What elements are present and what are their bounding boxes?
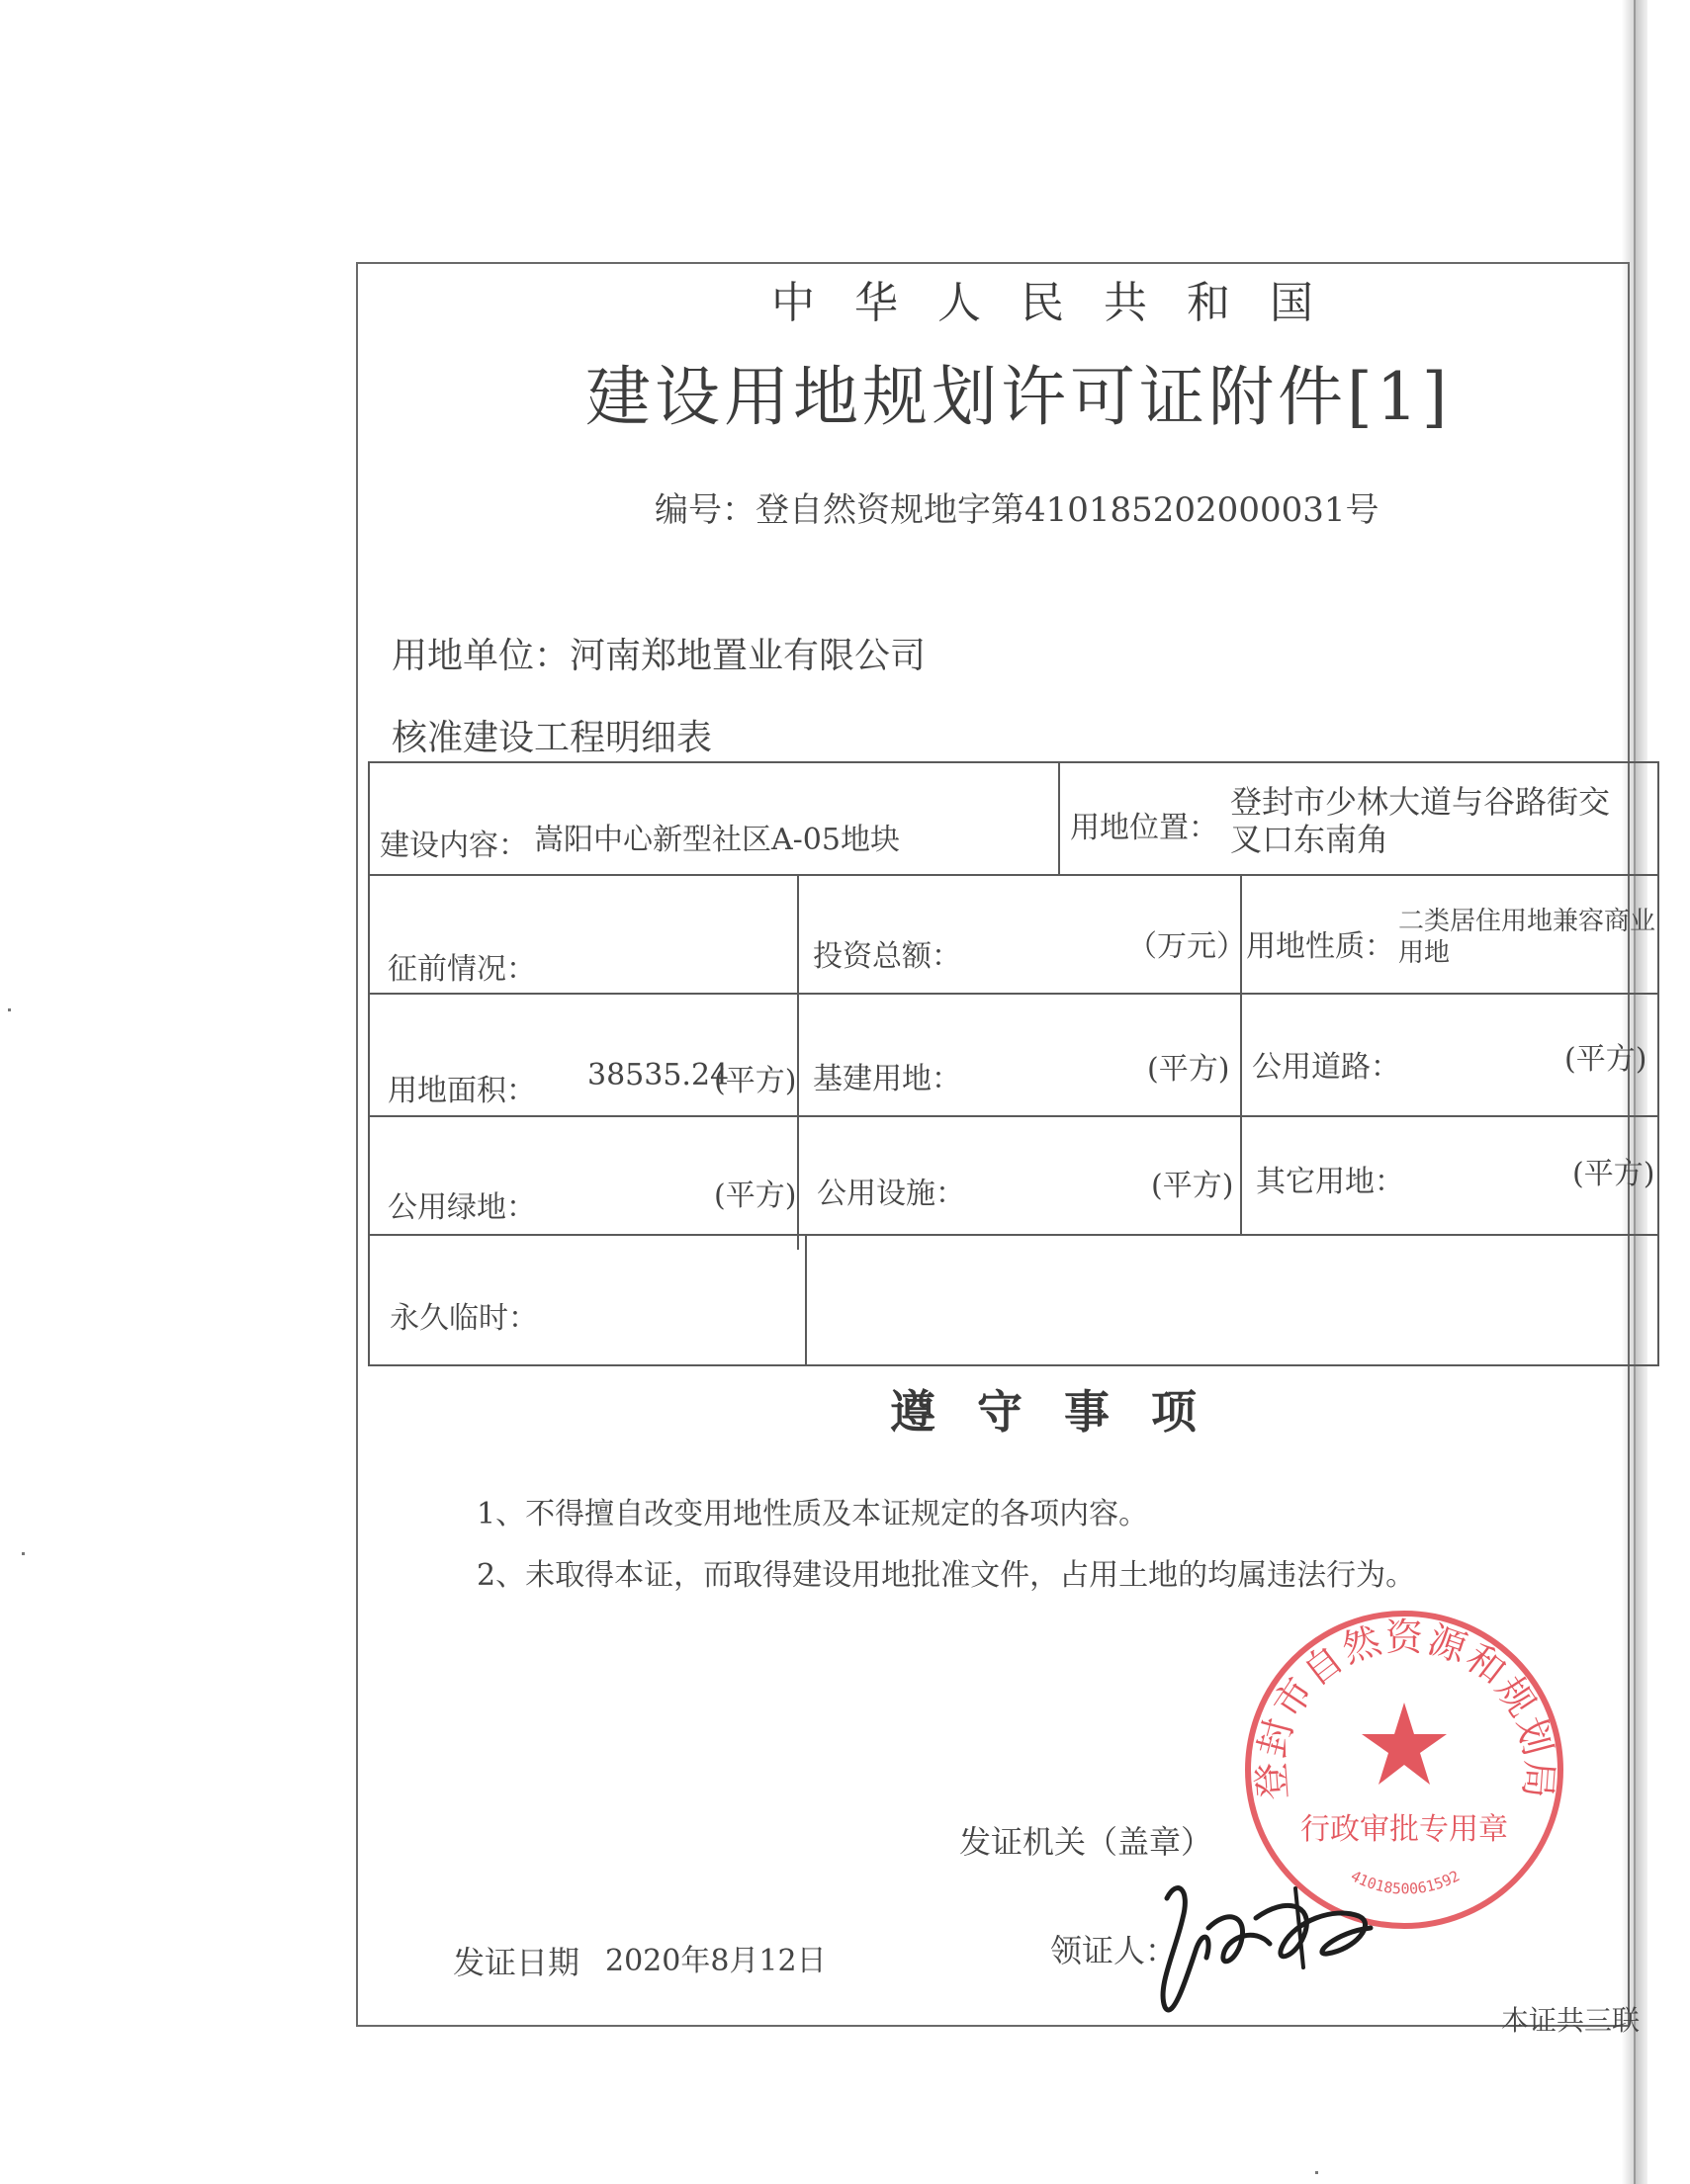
content-label: 建设内容： <box>380 829 528 863</box>
pre-acquisition-label: 征前情况： <box>388 952 536 987</box>
copies-note: 本证共三联 <box>1501 2004 1641 2037</box>
content-value: 嵩阳中心新型社区A-05地块 <box>534 823 900 857</box>
number-label: 编号： <box>655 490 756 530</box>
nature-value: 二类居住用地兼容商业用地 <box>1398 907 1656 968</box>
infra-label: 基建用地： <box>813 1062 961 1096</box>
nature-label: 用地性质： <box>1246 929 1394 964</box>
seal-code: 4101850061592 <box>1348 1867 1463 1898</box>
other-unit: (平方) <box>1572 1157 1655 1191</box>
area-label: 用地面积： <box>388 1074 536 1108</box>
location-value: 登封市少林大道与谷路街交叉口东南角 <box>1230 783 1611 858</box>
certificate-number <box>655 482 1379 531</box>
handwritten-signature <box>1147 1859 1384 2027</box>
table-divider <box>1058 761 1060 874</box>
green-unit: (平方) <box>714 1179 797 1213</box>
table-divider <box>368 1115 1659 1117</box>
location-label: 用地位置： <box>1070 811 1218 845</box>
issue-date-value: 2020年8月12日 <box>605 1944 827 1978</box>
notice-rule: 1、不得擅自改变用地性质及本证规定的各项内容。 <box>477 1497 1149 1531</box>
certificate-title: 建设用地规划许可证附件[1] <box>585 359 1452 435</box>
road-unit: (平方) <box>1564 1042 1647 1077</box>
seal-inner-text: 行政审批专用章 <box>1300 1812 1508 1847</box>
table-divider <box>368 993 1659 995</box>
table-heading: 核准建设工程明细表 <box>392 718 713 758</box>
infra-unit: (平方) <box>1147 1052 1230 1087</box>
country-name: 中华人民共和国 <box>771 278 1353 328</box>
scan-speck <box>8 1008 11 1011</box>
signature-stroke <box>1163 1888 1208 2010</box>
scan-speck <box>22 1552 25 1555</box>
table-divider <box>368 874 1659 876</box>
notice-title: 遵守事项 <box>890 1385 1238 1439</box>
investment-label: 投资总额： <box>813 939 961 974</box>
table-divider <box>805 1234 807 1366</box>
road-label: 公用道路： <box>1252 1050 1400 1085</box>
facility-label: 公用设施： <box>817 1177 965 1211</box>
other-label: 其它用地： <box>1256 1165 1404 1199</box>
seal-star-icon <box>1362 1703 1447 1785</box>
land-user-value: 河南郑地置业有限公司 <box>570 636 927 676</box>
signature-stroke <box>1208 1917 1270 1962</box>
table-divider <box>368 1234 1659 1236</box>
area-unit: (平方) <box>714 1064 797 1098</box>
green-label: 公用绿地： <box>388 1190 536 1225</box>
seal-outer-text: 登封市自然资源和规划局 <box>1248 1616 1562 1802</box>
investment-unit: （万元） <box>1127 929 1246 964</box>
issue-date-label: 发证日期 <box>453 1944 580 1981</box>
recipient-label: 领证人： <box>1050 1932 1178 1969</box>
term-label: 永久临时： <box>390 1301 538 1336</box>
scan-speck <box>1315 2171 1318 2174</box>
number-value: 登自然资规地字第410185202000031号 <box>756 490 1379 530</box>
signature-stroke <box>1256 1905 1371 1956</box>
land-user-label: 用地单位： <box>392 636 571 676</box>
facility-unit: (平方) <box>1151 1169 1234 1203</box>
area-value: 38535.24 <box>587 1058 730 1092</box>
issuing-authority: 发证机关（盖章） <box>959 1823 1213 1861</box>
land-user <box>392 628 926 678</box>
table-divider <box>797 874 799 1250</box>
notice-rule: 2、未取得本证，而取得建设用地批准文件，占用土地的均属违法行为。 <box>477 1558 1416 1593</box>
